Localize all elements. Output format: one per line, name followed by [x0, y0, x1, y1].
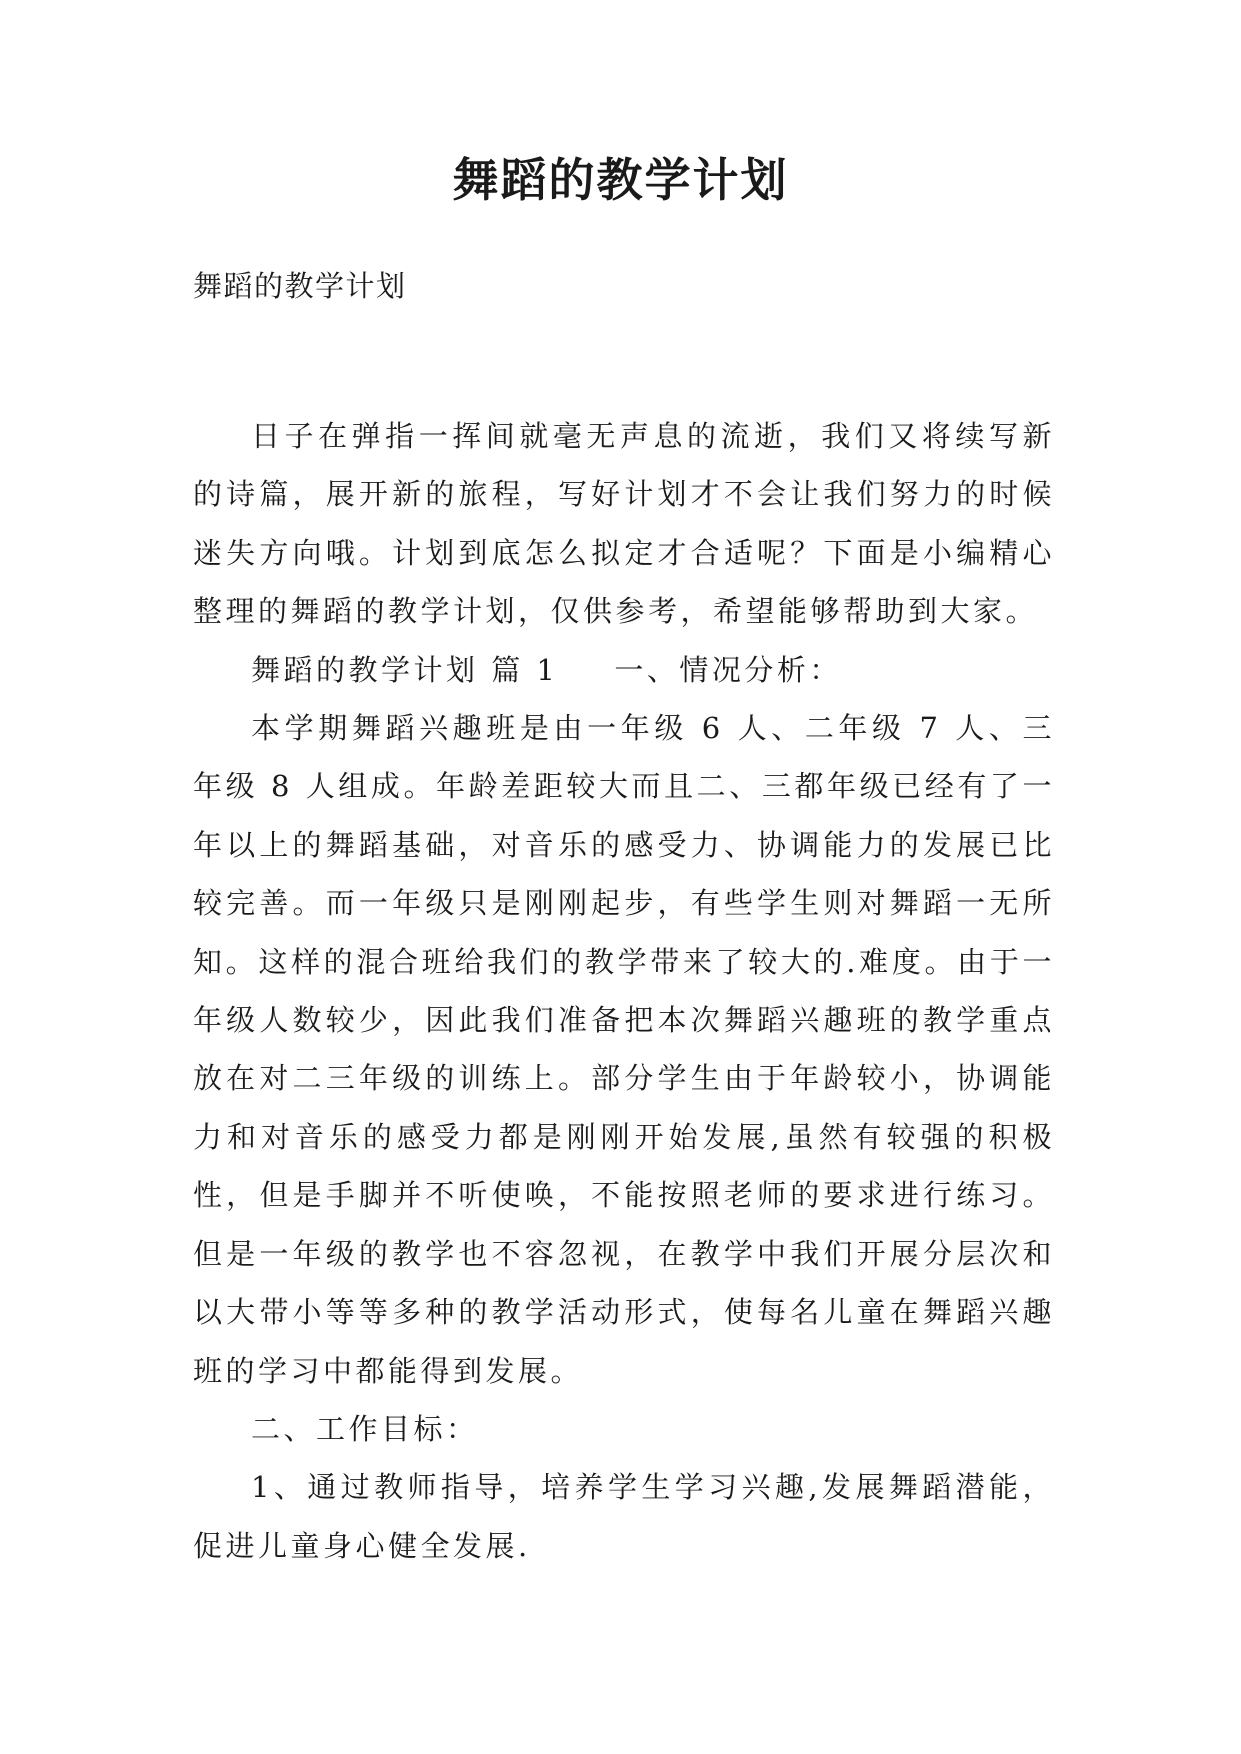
intro-paragraph: 日子在弹指一挥间就毫无声息的流逝，我们又将续写新的诗篇，展开新的旅程，写好计划才不会让我们努力的时候迷失方向哦。计划到底怎么拟定才合适呢？下面是小编精心整理的舞蹈的教学计划，仅供参考，希望能够帮助到大家。 [193, 419, 1055, 629]
section-heading-line [193, 641, 1055, 699]
document-title: 舞蹈的教学计划 [452, 153, 789, 207]
goal-item-1: 1、通过教师指导，培养学生学习兴趣,发展舞蹈潜能，促进儿童身心健全发展. [193, 1470, 1055, 1563]
section2-heading: 二、工作目标： [251, 1411, 479, 1446]
section1-heading: 一、情况分析： [614, 652, 842, 687]
document-subtitle: 舞蹈的教学计划 [193, 269, 407, 303]
part-label: 舞蹈的教学计划 篇 1 [251, 652, 559, 687]
document-body [193, 407, 1055, 1575]
situation-analysis-paragraph: 本学期舞蹈兴趣班是由一年级 6 人、二年级 7 人、三年级 8 人组成。年龄差距较大而且二、三都年级已经有了一年以上的舞蹈基础，对音乐的感受力、协调能力的发展已比较完善。而一年级只是刚刚起步，有些学生则对舞蹈一无所知。这样的混合班给我们的教学带来了较大的.难度。由于一年级人数较少，因此我们准备把本次舞蹈兴趣班的教学重点放在对二三年级的训练上。部分学生由于年龄较小，协调能力和对音乐的感受力都是刚刚开始发展,虽然有较强的积极性，但是手脚并不听使唤，不能按照老师的要求进行练习。但是一年级的教学也不容忽视，在教学中我们开展分层次和以大带小等等多种的教学活动形式，使每名儿童在舞蹈兴趣班的学习中都能得到发展。 [193, 711, 1055, 1388]
